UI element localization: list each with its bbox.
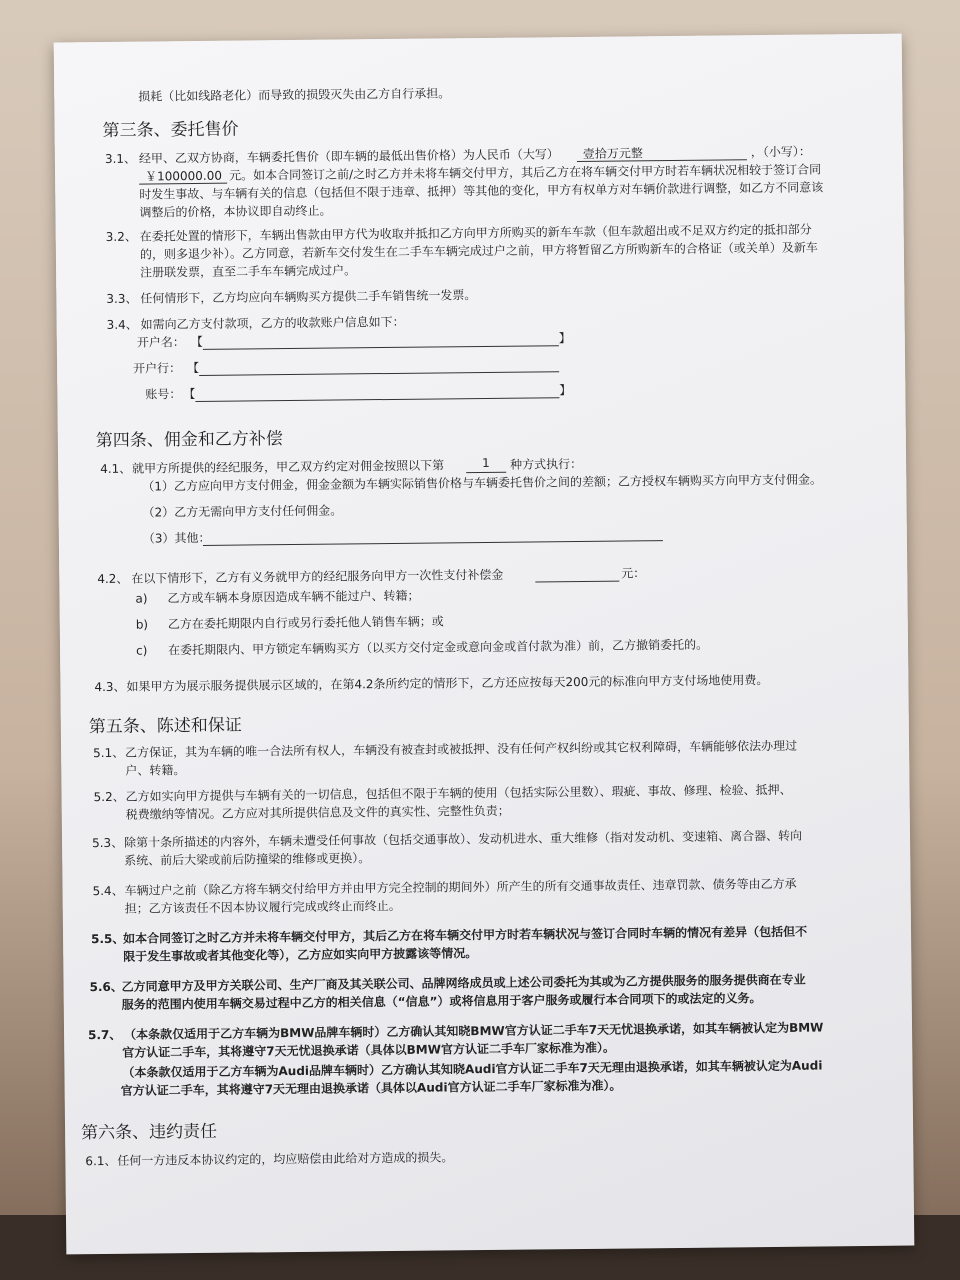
clause-4-2-number: 4.2、 <box>97 571 129 587</box>
clause-3-4-number: 3.4、 <box>106 317 138 332</box>
commission-option-2: （2）乙方无需向甲方支付任何佣金。 <box>142 503 343 520</box>
clause-4-3-number: 4.3、 <box>94 679 126 695</box>
account-number-bracket-close: 】 <box>559 383 572 398</box>
clause-5-7-line-1: （本条款仅适用于乙方车辆为BMW品牌车辆时）乙方确认其知晓BMW官方认证二手车7天无忧退换承诺，如其车辆被认定为BMW <box>123 1020 824 1042</box>
clause-5-6-line-1: 乙方同意甲方及甲方关联公司、生产厂商及其关联公司、品牌网络成员或上述公司委托为其或为乙方提供服务的服务提供商在专业 <box>121 972 806 994</box>
clause-5-4-number: 5.4、 <box>92 883 124 899</box>
section-5-title: 第五条、陈述和保证 <box>88 715 242 738</box>
clause-5-7-number: 5.7、 <box>88 1027 122 1043</box>
clause-3-1-line-3: 时发生事故、与车辆有关的信息（包括但不限于违章、抵押）等其他的变化，甲方有权单方对车辆价款进行调整，如乙方不同意该 <box>139 180 824 202</box>
clause-5-4-line-1: 车辆过户之前（除乙方将车辆交付给甲方并由甲方完全控制的期间外）所产生的所有交通事故责任、违章罚款、债务等由乙方承 <box>124 876 797 898</box>
account-name-bracket-open: 【 <box>190 334 203 350</box>
clause-3-1-number: 3.1、 <box>104 151 137 166</box>
clause-5-6-number: 5.6、 <box>89 979 123 995</box>
clause-4-1-line-a: 就甲方所提供的经纪服务，甲乙双方约定对佣金按照以下第 <box>132 458 445 476</box>
clause-5-7-line-4: 官方认证二手车，其将遵守7天无理由退换承诺（具体以Audi官方认证二手车厂家标准为准）。 <box>120 1078 622 1098</box>
clause-4-1-line-b: 种方式执行： <box>510 456 583 472</box>
clause-6-1-line-1: 任何一方违反本协议约定的，均应赔偿由此给对方造成的损失。 <box>117 1150 454 1168</box>
account-name-field <box>203 345 559 350</box>
clause-5-5-line-2: 限于发生事故或者其他变化等），乙方应如实向甲方披露该等情况。 <box>123 946 478 964</box>
compensation-amount-field <box>535 581 619 583</box>
clause-3-3-number: 3.3、 <box>106 291 138 306</box>
clause-3-2-line-3: 注册联发票，直至二手车车辆完成过户。 <box>140 263 357 280</box>
clause-5-6-line-2: 服务的范围内使用车辆交易过程中乙方的相关信息（“信息”）或将信息用于客户服务或履行本合同项下的或法定的义务。 <box>121 991 762 1012</box>
price-lowercase-value: ￥100000.00 <box>145 168 223 184</box>
clause-4-2-line-b: 元： <box>621 566 646 581</box>
section-4-title: 第四条、佣金和乙方补偿 <box>95 429 283 452</box>
clause-6-1-number: 6.1、 <box>85 1153 117 1169</box>
contract-page <box>54 34 915 1255</box>
item-a-marker: a) <box>135 591 148 606</box>
item-c-text: 在委托期限内、甲方锁定车辆购买方（以买方交付定金或意向金或首付款为准）前，乙方撤销委托的。 <box>167 637 709 658</box>
clause-5-3-number: 5.3、 <box>91 835 124 851</box>
continued-line: 损耗（比如线路老化）而导致的损毁灭失由乙方自行承担。 <box>138 86 451 104</box>
clause-5-7-line-3: （本条款仅适用于乙方车辆为Audi品牌车辆时）乙方确认其知晓Audi官方认证二手车7天无理由退换承诺，如其车辆被认定为Audi <box>122 1058 823 1080</box>
clause-4-2-line-a: 在以下情形下，乙方有义务就甲方的经纪服务向甲方一次性支付补偿金 <box>131 567 504 586</box>
account-name-label: 开户名： <box>136 335 185 350</box>
clause-5-4-line-2: 担；乙方该责任不因本协议履行完成或终止而终止。 <box>124 898 401 916</box>
account-number-label: 账号： <box>145 387 182 402</box>
clause-5-5-number: 5.5、 <box>90 931 125 947</box>
section-6-title: 第六条、违约责任 <box>80 1121 218 1144</box>
clause-3-1-line-1a: 经甲、乙双方协商，车辆委托售价（即车辆的最低出售价格）为人民币（大写） <box>138 147 559 166</box>
clause-3-2-number: 3.2、 <box>105 229 137 244</box>
clause-5-5-line-1: 如本合同签订之时乙方并未将车辆交付甲方，其后乙方在将车辆交付甲方时若车辆状况与签订合同时车辆的情况有差异（包括但不 <box>122 924 808 946</box>
account-bank-field <box>199 371 559 376</box>
commission-option-choice: 1 <box>482 455 490 471</box>
clause-3-2-line-1: 在委托处置的情形下，车辆出售款由甲方代为收取并抵扣乙方向甲方所购买的新车车款（但车款超出或不足双方约定的抵扣部分 <box>139 222 812 244</box>
clause-4-3-line-1: 如果甲方为展示服务提供展示区域的，在第4.2条所约定的情形下，乙方还应按每天200元的标准向甲方支付场地使用费。 <box>126 673 769 694</box>
account-bank-bracket-open: 【 <box>187 360 200 376</box>
commission-option-1: （1）乙方应向甲方支付佣金，佣金金额为车辆实际销售价格与车辆委托售价之间的差额；乙方授权车辆购买方向甲方支付佣金。 <box>142 472 823 494</box>
clause-5-2-number: 5.2、 <box>93 789 125 805</box>
clause-3-1-line-2: 元。如本合同签订之前/之时乙方并未将车辆交付甲方，其后乙方在将车辆交付甲方时若车辆状况相较于签订合同 <box>229 162 822 183</box>
section-3-title: 第三条、委托售价 <box>102 119 239 141</box>
commission-other-field <box>203 540 663 546</box>
clause-3-1-line-1b: ，（小写）： <box>750 144 811 160</box>
clause-5-1-line-1: 乙方保证，其为车辆的唯一合法所有权人，车辆没有被查封或被抵押、没有任何产权纠纷或其它权利障碍，车辆能够依法办理过 <box>125 738 798 760</box>
clause-3-1-line-4: 调整后的价格，本协议即自动终止。 <box>139 203 332 220</box>
item-b-text: 乙方在委托期限内自行或另行委托他人销售车辆；或 <box>167 614 444 632</box>
clause-3-4-line-1: 如需向乙方支付款项，乙方的收款账户信息如下： <box>140 314 405 332</box>
clause-5-7-line-2: 官方认证二手车，其将遵守7天无忧退换承诺（具体以BMW官方认证二手车厂家标准为准）。 <box>122 1040 615 1060</box>
clause-4-1-number: 4.1、 <box>100 461 132 477</box>
item-b-marker: b) <box>135 617 149 632</box>
price-uppercase-value: 壹拾万元整 <box>582 146 643 161</box>
clause-5-3-line-2: 系统、前后大梁或前后防撞梁的维修或更换）。 <box>124 851 371 868</box>
account-number-field <box>195 397 559 402</box>
account-number-bracket-open: 【 <box>183 387 196 402</box>
clause-5-1-number: 5.1、 <box>93 745 125 761</box>
account-name-bracket-close: 】 <box>558 331 571 346</box>
commission-option-3: （3）其他： <box>142 530 211 546</box>
item-c-marker: c) <box>135 643 148 658</box>
clause-5-2-line-2: 税费缴纳等情况。乙方应对其所提供信息及文件的真实性、完整性负责； <box>125 803 510 822</box>
account-bank-label: 开户行： <box>133 361 182 376</box>
clause-3-2-line-2: 的，则多退少补）。乙方同意，若新车交付发生在二手车车辆完成过户之前，甲方将暂留乙方所购新车的合格证（或关单）及新车 <box>139 240 818 262</box>
clause-5-1-line-2: 户、转籍。 <box>125 763 186 778</box>
clause-5-2-line-1: 乙方如实向甲方提供与车辆有关的一切信息，包括但不限于车辆的使用（包括实际公里数）、瑕疵、事故、修理、检验、抵押、 <box>125 782 792 804</box>
clause-3-3-line-1: 任何情形下，乙方均应向车辆购买方提供二手车销售统一发票。 <box>140 288 477 306</box>
clause-5-3-line-1: 除第十条所描述的内容外，车辆未遭受任何事故（包括交通事故）、发动机进水、重大维修（指对发动机、变速箱、离合器、转向 <box>123 828 803 850</box>
item-a-text: 乙方或车辆本身原因造成车辆不能过户、转籍； <box>167 588 420 606</box>
